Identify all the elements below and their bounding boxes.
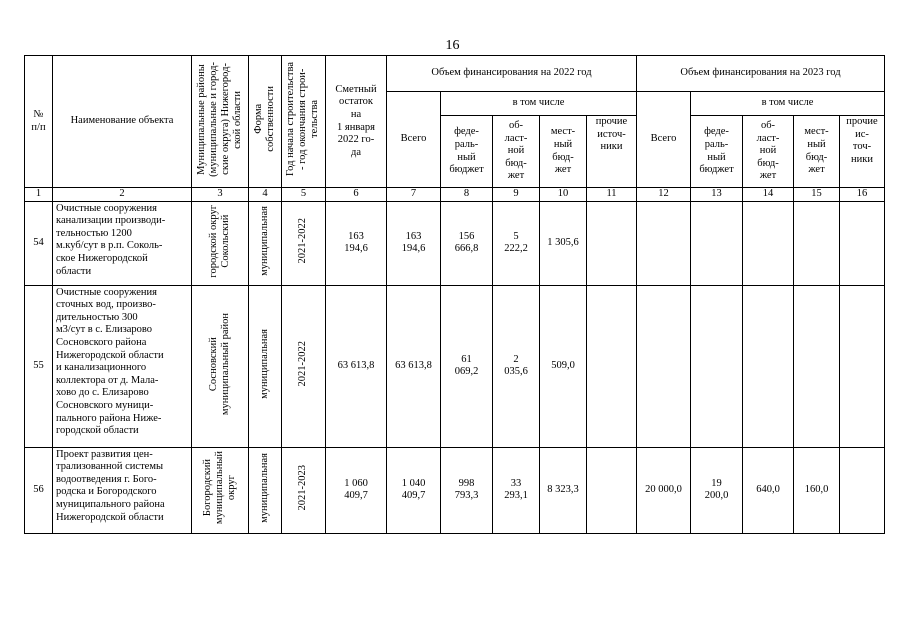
- row-num: 54: [25, 201, 53, 285]
- local-2022-cell: 1 305,6: [540, 201, 587, 285]
- header-fin-2023: Объем финансирования на 2023 год: [637, 56, 885, 92]
- total-2023-cell: 20 000,0: [637, 447, 691, 533]
- regional-2023-cell: [743, 201, 794, 285]
- column-number-row: [25, 188, 885, 202]
- header-name: Наименование объекта: [53, 56, 192, 188]
- total-2022-cell: 1 040 409,7: [387, 447, 441, 533]
- local-2022-cell: 8 323,3: [540, 447, 587, 533]
- column-number: 1: [25, 188, 53, 202]
- object-name: Очистные сооружения сточных вод, произво- дительностью 300 м3/сут в с. Елизарово Сосновского района Нижегородской области и канализационного коллектора от д. Мала- хово до с. Елизарово Сосновского муници- пального района Ниже- городской области: [53, 285, 192, 447]
- other-2022-cell: [587, 201, 637, 285]
- header-including-2023: в том числе: [691, 92, 885, 116]
- balance-cell: 1 060 409,7: [326, 447, 387, 533]
- page-number: 16: [445, 38, 460, 53]
- header-total-2023: Всего: [637, 92, 691, 188]
- ownership-cell: муниципальная: [249, 201, 282, 285]
- column-number: 7: [387, 188, 441, 202]
- row-num: 56: [25, 447, 53, 533]
- other-2023-cell: [840, 447, 885, 533]
- object-name: Проект развития цен- трализованной системы водоотведения г. Бого- родска и Богородского муниципального района Нижегородской области: [53, 447, 192, 533]
- federal-2022-cell: 998 793,3: [441, 447, 493, 533]
- table-row: [25, 201, 885, 285]
- header-regional-2022: об- ласт- ной бюд- жет: [493, 116, 540, 188]
- header-years: Год начала строительства - год окончания строи- тельства: [282, 56, 326, 188]
- other-2023-cell: [840, 201, 885, 285]
- total-2022-cell: 63 613,8: [387, 285, 441, 447]
- balance-cell: 63 613,8: [326, 285, 387, 447]
- column-number: 15: [794, 188, 840, 202]
- header-local-2023: мест- ный бюд- жет: [794, 116, 840, 188]
- column-number: 4: [249, 188, 282, 202]
- federal-2023-cell: [691, 285, 743, 447]
- years-cell: 2021-2022: [282, 201, 326, 285]
- header-including-2022: в том числе: [441, 92, 637, 116]
- ownership-cell: муниципальная: [249, 285, 282, 447]
- total-2023-cell: [637, 285, 691, 447]
- federal-2022-cell: 61 069,2: [441, 285, 493, 447]
- header-federal-2023: феде- раль- ный бюджет: [691, 116, 743, 188]
- regional-2023-cell: 640,0: [743, 447, 794, 533]
- header-federal-2022: феде- раль- ный бюджет: [441, 116, 493, 188]
- header-fin-2022: Объем финансирования на 2022 год: [387, 56, 637, 92]
- column-number: 16: [840, 188, 885, 202]
- object-name: Очистные сооружения канализации производи- тельностью 1200 м.куб/сут в р.п. Соколь- ское Нижегородской области: [53, 201, 192, 285]
- table-row: [25, 447, 885, 533]
- federal-2023-cell: [691, 201, 743, 285]
- column-number: 10: [540, 188, 587, 202]
- other-2023-cell: [840, 285, 885, 447]
- local-2023-cell: [794, 201, 840, 285]
- local-2023-cell: 160,0: [794, 447, 840, 533]
- column-number: 9: [493, 188, 540, 202]
- federal-2023-cell: 19 200,0: [691, 447, 743, 533]
- local-2023-cell: [794, 285, 840, 447]
- column-number: 2: [53, 188, 192, 202]
- years-cell: 2021-2022: [282, 285, 326, 447]
- header-municipality: Муниципальные районы (муниципальные и город- ские округа) Нижегород- ской области: [192, 56, 249, 188]
- regional-2022-cell: 33 293,1: [493, 447, 540, 533]
- total-2022-cell: 163 194,6: [387, 201, 441, 285]
- column-number: 14: [743, 188, 794, 202]
- header-balance: Сметный остаток на 1 января 2022 го- да: [326, 56, 387, 188]
- column-number: 13: [691, 188, 743, 202]
- row-num: 55: [25, 285, 53, 447]
- municipality-cell: городской округ Сокольский: [192, 201, 249, 285]
- regional-2023-cell: [743, 285, 794, 447]
- municipality-cell: Сосновский муниципальный район: [192, 285, 249, 447]
- column-number: 11: [587, 188, 637, 202]
- local-2022-cell: 509,0: [540, 285, 587, 447]
- header-local-2022: мест- ный бюд- жет: [540, 116, 587, 188]
- other-2022-cell: [587, 447, 637, 533]
- column-number: 12: [637, 188, 691, 202]
- total-2023-cell: [637, 201, 691, 285]
- balance-cell: 163 194,6: [326, 201, 387, 285]
- municipality-cell: Богородский муниципальный округ: [192, 447, 249, 533]
- header-ownership: Форма собственности: [249, 56, 282, 188]
- column-number: 8: [441, 188, 493, 202]
- federal-2022-cell: 156 666,8: [441, 201, 493, 285]
- other-2022-cell: [587, 285, 637, 447]
- regional-2022-cell: 5 222,2: [493, 201, 540, 285]
- column-number: 3: [192, 188, 249, 202]
- table-row: [25, 285, 885, 447]
- header-other-2023: прочие ис- точ- ники: [840, 116, 885, 188]
- column-number: 5: [282, 188, 326, 202]
- regional-2022-cell: 2 035,6: [493, 285, 540, 447]
- header-num: № п/п: [25, 56, 53, 188]
- header-total-2022: Всего: [387, 92, 441, 188]
- header-regional-2023: об- ласт- ной бюд- жет: [743, 116, 794, 188]
- financing-table: [24, 55, 885, 534]
- header-other-2022: прочие источ- ники: [587, 116, 637, 188]
- ownership-cell: муниципальная: [249, 447, 282, 533]
- column-number: 6: [326, 188, 387, 202]
- years-cell: 2021-2023: [282, 447, 326, 533]
